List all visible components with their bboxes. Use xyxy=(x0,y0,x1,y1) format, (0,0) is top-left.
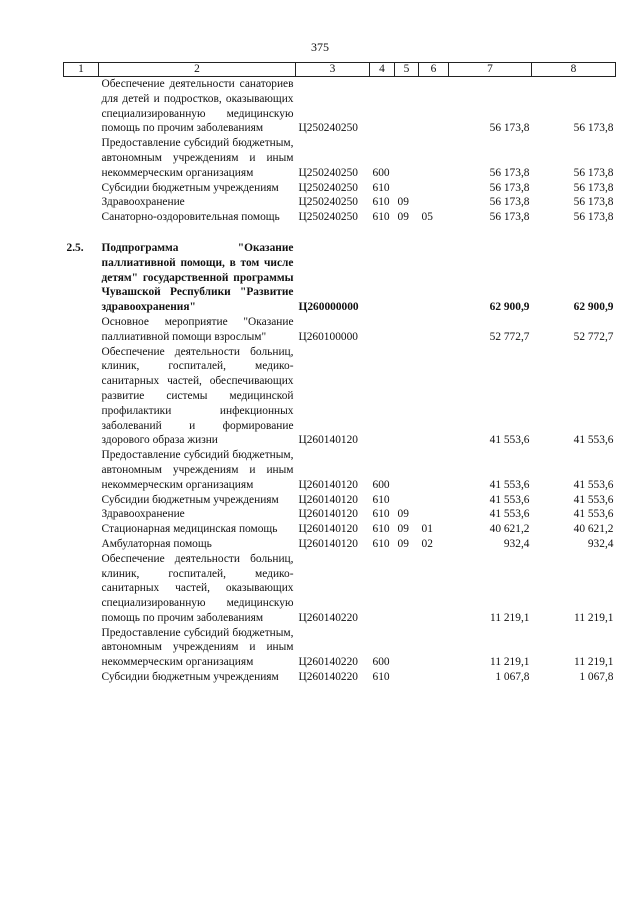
row-code: Ц260140120 xyxy=(298,523,358,536)
row-section: 09 xyxy=(397,196,409,209)
row-section xyxy=(395,241,419,315)
row-name: Здравоохранение xyxy=(101,508,185,521)
row-section xyxy=(395,136,419,180)
row-number xyxy=(64,210,99,225)
row-code: Ц250240250 xyxy=(298,211,358,224)
row-amount-8: 11 219,1 xyxy=(574,611,614,624)
row-subsection xyxy=(419,507,449,522)
row-expense-type: 610 xyxy=(372,181,390,194)
column-header: 7 xyxy=(449,63,532,77)
row-name: Основное мероприятие "Оказание паллиативной помощи взрослым" xyxy=(101,315,294,343)
row-amount-7: 56 173,8 xyxy=(489,181,530,194)
row-expense-type: 610 xyxy=(372,508,390,521)
row-code: Ц260140220 xyxy=(298,671,358,684)
row-amount-7: 56 173,8 xyxy=(489,196,530,209)
table-row xyxy=(64,493,616,508)
row-amount-7: 56 173,8 xyxy=(489,122,530,135)
table-row xyxy=(64,448,616,492)
row-number xyxy=(64,136,99,180)
row-name: Подпрограмма "Оказание паллиативной помощи, в том числе детям" государственной программы Чувашской Республики "Развитие здравоохранения" xyxy=(101,241,294,314)
table-header xyxy=(64,63,616,77)
row-amount-8: 62 900,9 xyxy=(573,301,614,314)
row-expense-type xyxy=(370,77,395,137)
row-number xyxy=(64,77,99,137)
row-amount-8: 41 553,6 xyxy=(573,434,614,447)
row-amount-8: 41 553,6 xyxy=(573,508,614,521)
table-body xyxy=(64,77,616,685)
row-number xyxy=(64,522,99,537)
row-amount-7: 11 219,1 xyxy=(490,656,530,669)
row-subsection xyxy=(419,77,449,137)
row-number xyxy=(64,552,99,626)
column-header: 6 xyxy=(419,63,449,77)
table-row xyxy=(64,195,616,210)
row-number xyxy=(64,507,99,522)
row-code: Ц250240250 xyxy=(298,196,358,209)
table-row xyxy=(64,507,616,522)
row-code: Ц250240250 xyxy=(298,122,358,135)
row-number xyxy=(64,626,99,670)
row-subsection xyxy=(419,626,449,670)
row-amount-7: 41 553,6 xyxy=(489,478,530,491)
table-row xyxy=(64,77,616,137)
row-code: Ц250240250 xyxy=(298,166,358,179)
row-amount-7: 41 553,6 xyxy=(489,508,530,521)
row-code: Ц260100000 xyxy=(298,330,358,343)
row-code: Ц260140220 xyxy=(298,611,358,624)
row-expense-type: 610 xyxy=(372,671,390,684)
row-amount-7: 932,4 xyxy=(503,537,530,550)
row-amount-8: 1 067,8 xyxy=(579,671,614,684)
row-code: Ц260140120 xyxy=(298,493,358,506)
row-section: 09 xyxy=(397,523,409,536)
row-name: Амбулаторная помощь xyxy=(101,537,212,550)
row-amount-8: 56 173,8 xyxy=(573,211,614,224)
row-code: Ц260140120 xyxy=(298,508,358,521)
row-number: 2.5. xyxy=(66,241,84,254)
row-name: Предоставление субсидий бюджетным, автономным учреждениям и иным некоммерческим организациям xyxy=(101,449,294,491)
row-section xyxy=(395,448,419,492)
row-section xyxy=(395,181,419,196)
row-amount-8: 41 553,6 xyxy=(573,493,614,506)
table-row xyxy=(64,136,616,180)
section-spacer xyxy=(64,225,616,241)
row-amount-7: 41 553,6 xyxy=(489,493,530,506)
row-expense-type: 600 xyxy=(372,656,390,669)
row-code: Ц250240250 xyxy=(298,181,358,194)
row-section xyxy=(395,552,419,626)
row-subsection: 01 xyxy=(421,523,433,536)
row-amount-8: 40 621,2 xyxy=(573,523,614,536)
row-name: Субсидии бюджетным учреждениям xyxy=(101,181,279,194)
row-amount-7: 41 553,6 xyxy=(489,434,530,447)
row-subsection xyxy=(419,315,449,345)
row-amount-8: 56 173,8 xyxy=(573,196,614,209)
row-name: Обеспечение деятельности больниц, клиник, госпиталей, медико-санитарных частей, обеспечивающих развитие системы медицинской профилактики инфекционных заболеваний и формирование здорового образа жизни xyxy=(101,345,294,447)
row-subsection: 05 xyxy=(421,211,433,224)
row-amount-8: 11 219,1 xyxy=(574,656,614,669)
row-subsection xyxy=(419,670,449,685)
row-amount-7: 11 219,1 xyxy=(490,611,530,624)
table-row xyxy=(64,670,616,685)
row-name: Предоставление субсидий бюджетным, автономным учреждениям и иным некоммерческим организациям xyxy=(101,137,294,179)
row-amount-8: 932,4 xyxy=(587,537,614,550)
row-name: Санаторно-оздоровительная помощь xyxy=(101,211,280,224)
column-header: 4 xyxy=(370,63,395,77)
row-subsection xyxy=(419,345,449,449)
row-section xyxy=(395,345,419,449)
row-number xyxy=(64,448,99,492)
row-section xyxy=(395,670,419,685)
row-subsection xyxy=(419,241,449,315)
row-code: Ц260140220 xyxy=(298,656,358,669)
column-header: 1 xyxy=(64,63,99,77)
column-header: 5 xyxy=(395,63,419,77)
table-row xyxy=(64,552,616,626)
row-amount-7: 56 173,8 xyxy=(489,166,530,179)
row-expense-type xyxy=(370,552,395,626)
row-expense-type: 610 xyxy=(372,537,390,550)
row-amount-7: 40 621,2 xyxy=(489,523,530,536)
column-header: 3 xyxy=(296,63,370,77)
row-number xyxy=(64,670,99,685)
row-subsection xyxy=(419,552,449,626)
row-number xyxy=(64,315,99,345)
row-number xyxy=(64,345,99,449)
column-header: 8 xyxy=(532,63,616,77)
row-amount-8: 41 553,6 xyxy=(573,478,614,491)
row-code: Ц260140120 xyxy=(298,478,358,491)
row-section xyxy=(395,315,419,345)
row-name: Обеспечение деятельности больниц, клиник, госпиталей, медико-санитарных частей, оказывающих специализированную медицинскую помощь по прочим заболеваниям xyxy=(101,552,294,624)
row-section: 09 xyxy=(397,508,409,521)
row-subsection xyxy=(419,493,449,508)
row-amount-8: 56 173,8 xyxy=(573,122,614,135)
row-section xyxy=(395,626,419,670)
row-expense-type xyxy=(370,241,395,315)
row-amount-7: 62 900,9 xyxy=(489,301,530,314)
row-amount-7: 56 173,8 xyxy=(489,211,530,224)
row-amount-8: 56 173,8 xyxy=(573,181,614,194)
row-subsection xyxy=(419,195,449,210)
row-amount-7: 1 067,8 xyxy=(495,671,530,684)
page-number: 375 xyxy=(311,40,329,54)
row-number xyxy=(64,537,99,552)
row-expense-type: 600 xyxy=(372,478,390,491)
row-subsection xyxy=(419,448,449,492)
row-code: Ц260140120 xyxy=(298,434,358,447)
row-expense-type: 600 xyxy=(372,166,390,179)
row-subsection xyxy=(419,136,449,180)
table-row xyxy=(64,626,616,670)
row-expense-type: 610 xyxy=(372,493,390,506)
row-name: Субсидии бюджетным учреждениям xyxy=(101,493,279,506)
row-expense-type: 610 xyxy=(372,196,390,209)
table-row xyxy=(64,210,616,225)
table-row xyxy=(64,345,616,449)
row-amount-7: 52 772,7 xyxy=(489,330,530,343)
row-section: 09 xyxy=(397,537,409,550)
table-row xyxy=(64,522,616,537)
row-amount-8: 56 173,8 xyxy=(573,166,614,179)
row-name: Субсидии бюджетным учреждениям xyxy=(101,671,279,684)
row-number xyxy=(64,181,99,196)
row-expense-type xyxy=(370,315,395,345)
row-name: Обеспечение деятельности санаториев для детей и подростков, оказывающих специализированную медицинскую помощь по прочим заболеваниям xyxy=(101,78,294,135)
row-expense-type: 610 xyxy=(372,211,390,224)
row-number xyxy=(64,493,99,508)
table-row xyxy=(64,537,616,552)
row-subsection: 02 xyxy=(421,537,433,550)
row-expense-type: 610 xyxy=(372,523,390,536)
row-code: Ц260140120 xyxy=(298,537,358,550)
row-name: Здравоохранение xyxy=(101,196,185,209)
row-code: Ц260000000 xyxy=(298,301,359,314)
spacer-cell xyxy=(64,225,616,241)
table-row xyxy=(64,241,616,315)
row-section xyxy=(395,77,419,137)
column-header: 2 xyxy=(99,63,296,77)
row-name: Стационарная медицинская помощь xyxy=(101,523,278,536)
table-row xyxy=(64,315,616,345)
row-number xyxy=(64,195,99,210)
row-amount-8: 52 772,7 xyxy=(573,330,614,343)
row-expense-type xyxy=(370,345,395,449)
row-section xyxy=(395,493,419,508)
row-subsection xyxy=(419,181,449,196)
row-section: 09 xyxy=(397,211,409,224)
table-row xyxy=(64,181,616,196)
row-name: Предоставление субсидий бюджетным, автономным учреждениям и иным некоммерческим организациям xyxy=(101,626,294,669)
budget-table xyxy=(63,62,616,685)
